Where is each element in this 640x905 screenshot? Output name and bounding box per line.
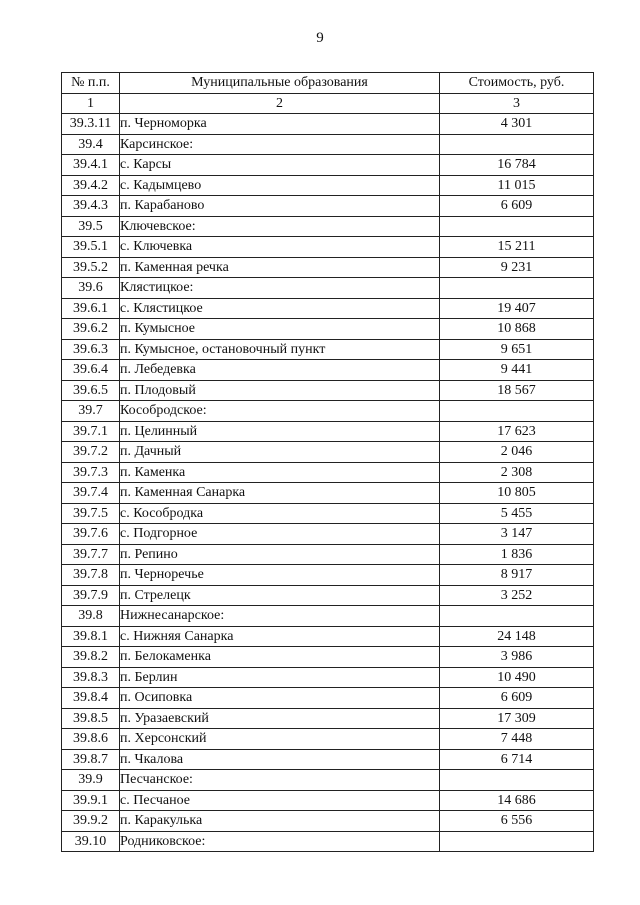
row-name: п. Каменная Санарка [120,483,440,504]
row-name: п. Карабаново [120,196,440,217]
row-name: п. Кумысное [120,319,440,340]
table-row [62,811,594,832]
row-code: 39.8.4 [62,688,120,709]
table-row [62,544,594,565]
table-row [62,524,594,545]
row-cost: 10 490 [440,667,594,688]
row-code: 39.8.1 [62,626,120,647]
row-code: 39.4.1 [62,155,120,176]
row-code: 39.9.2 [62,811,120,832]
row-cost: 14 686 [440,790,594,811]
row-name: п. Дачный [120,442,440,463]
table-row [62,708,594,729]
row-code: 39.7.2 [62,442,120,463]
row-name: Песчанское: [120,770,440,791]
table-header-row [62,73,594,94]
row-cost: 3 252 [440,585,594,606]
table-row [62,729,594,750]
row-name: с. Ключевка [120,237,440,258]
row-code: 39.8.5 [62,708,120,729]
table-row [62,155,594,176]
row-code: 39.7.1 [62,421,120,442]
row-name: с. Кадымцево [120,175,440,196]
row-cost: 15 211 [440,237,594,258]
header-cost: Стоимость, руб. [440,73,594,94]
row-code: 39.7.9 [62,585,120,606]
row-name: п. Уразаевский [120,708,440,729]
row-cost [440,831,594,852]
row-code: 39.6.5 [62,380,120,401]
table-row [62,380,594,401]
column-number: 1 [62,93,120,114]
row-cost: 7 448 [440,729,594,750]
row-cost: 6 556 [440,811,594,832]
row-name: п. Осиповка [120,688,440,709]
row-name: п. Каракулька [120,811,440,832]
row-code: 39.8 [62,606,120,627]
header-name: Муниципальные образования [120,73,440,94]
row-name: Карсинское: [120,134,440,155]
row-name: п. Чкалова [120,749,440,770]
table-row [62,483,594,504]
table-row [62,339,594,360]
row-name: п. Стрелецк [120,585,440,606]
table-row [62,421,594,442]
row-code: 39.7.5 [62,503,120,524]
row-name: Родниковское: [120,831,440,852]
table-row [62,770,594,791]
row-cost: 2 308 [440,462,594,483]
row-code: 39.10 [62,831,120,852]
row-code: 39.4.3 [62,196,120,217]
table-row [62,790,594,811]
row-name: п. Репино [120,544,440,565]
row-code: 39.4.2 [62,175,120,196]
row-name: п. Каменная речка [120,257,440,278]
row-cost: 6 609 [440,196,594,217]
row-name: п. Лебедевка [120,360,440,381]
row-cost: 17 623 [440,421,594,442]
row-cost: 17 309 [440,708,594,729]
row-name: Клястицкое: [120,278,440,299]
table-row [62,175,594,196]
row-code: 39.6.2 [62,319,120,340]
row-code: 39.8.2 [62,647,120,668]
row-name: п. Целинный [120,421,440,442]
table-row [62,216,594,237]
table-row [62,565,594,586]
row-name: п. Херсонский [120,729,440,750]
row-code: 39.8.3 [62,667,120,688]
table-row [62,298,594,319]
table-row [62,462,594,483]
row-name: п. Каменка [120,462,440,483]
table-row [62,749,594,770]
header-code: № п.п. [62,73,120,94]
row-code: 39.8.7 [62,749,120,770]
row-name: п. Черноречье [120,565,440,586]
row-cost: 18 567 [440,380,594,401]
table-row [62,626,594,647]
row-name: с. Карсы [120,155,440,176]
row-cost [440,606,594,627]
row-cost: 4 301 [440,114,594,135]
row-cost [440,278,594,299]
row-code: 39.7.6 [62,524,120,545]
row-name: п. Белокаменка [120,647,440,668]
row-code: 39.3.11 [62,114,120,135]
row-cost: 9 441 [440,360,594,381]
row-name: с. Нижняя Санарка [120,626,440,647]
row-code: 39.8.6 [62,729,120,750]
row-cost [440,770,594,791]
table-row [62,503,594,524]
table-row [62,831,594,852]
table-row [62,667,594,688]
row-name: с. Клястицкое [120,298,440,319]
table-row [62,196,594,217]
row-code: 39.4 [62,134,120,155]
column-number-row [62,93,594,114]
row-code: 39.9.1 [62,790,120,811]
row-name: Кособродское: [120,401,440,422]
row-cost: 8 917 [440,565,594,586]
table-row [62,237,594,258]
row-name: п. Плодовый [120,380,440,401]
row-cost: 3 986 [440,647,594,668]
table-row [62,134,594,155]
row-cost: 19 407 [440,298,594,319]
row-name: с. Кособродка [120,503,440,524]
table-row [62,360,594,381]
row-code: 39.7.3 [62,462,120,483]
row-cost: 1 836 [440,544,594,565]
table-row [62,442,594,463]
table-row [62,688,594,709]
row-cost: 9 651 [440,339,594,360]
row-code: 39.5 [62,216,120,237]
row-cost [440,216,594,237]
row-cost: 3 147 [440,524,594,545]
row-cost: 16 784 [440,155,594,176]
table-row [62,278,594,299]
row-code: 39.6.4 [62,360,120,381]
table-row [62,114,594,135]
row-cost [440,401,594,422]
row-code: 39.9 [62,770,120,791]
row-cost: 11 015 [440,175,594,196]
table-body [62,114,594,852]
row-cost: 24 148 [440,626,594,647]
row-name: Нижнесанарское: [120,606,440,627]
table-row [62,647,594,668]
column-number: 3 [440,93,594,114]
row-code: 39.6 [62,278,120,299]
row-code: 39.7.8 [62,565,120,586]
cost-table [61,72,594,852]
column-number: 2 [120,93,440,114]
row-name: п. Черноморка [120,114,440,135]
row-code: 39.6.3 [62,339,120,360]
row-cost: 9 231 [440,257,594,278]
page-number: 9 [316,30,324,46]
row-cost: 10 805 [440,483,594,504]
row-code: 39.5.1 [62,237,120,258]
row-name: с. Песчаное [120,790,440,811]
row-code: 39.6.1 [62,298,120,319]
table-row [62,319,594,340]
row-cost: 2 046 [440,442,594,463]
row-code: 39.7.7 [62,544,120,565]
row-code: 39.7.4 [62,483,120,504]
row-code: 39.5.2 [62,257,120,278]
row-name: с. Подгорное [120,524,440,545]
table-row [62,257,594,278]
row-cost: 6 609 [440,688,594,709]
table-row [62,606,594,627]
row-code: 39.7 [62,401,120,422]
row-name: п. Кумысное, остановочный пункт [120,339,440,360]
row-cost: 6 714 [440,749,594,770]
row-name: Ключевское: [120,216,440,237]
table-row [62,585,594,606]
row-cost: 10 868 [440,319,594,340]
table-row [62,401,594,422]
row-name: п. Берлин [120,667,440,688]
row-cost: 5 455 [440,503,594,524]
row-cost [440,134,594,155]
